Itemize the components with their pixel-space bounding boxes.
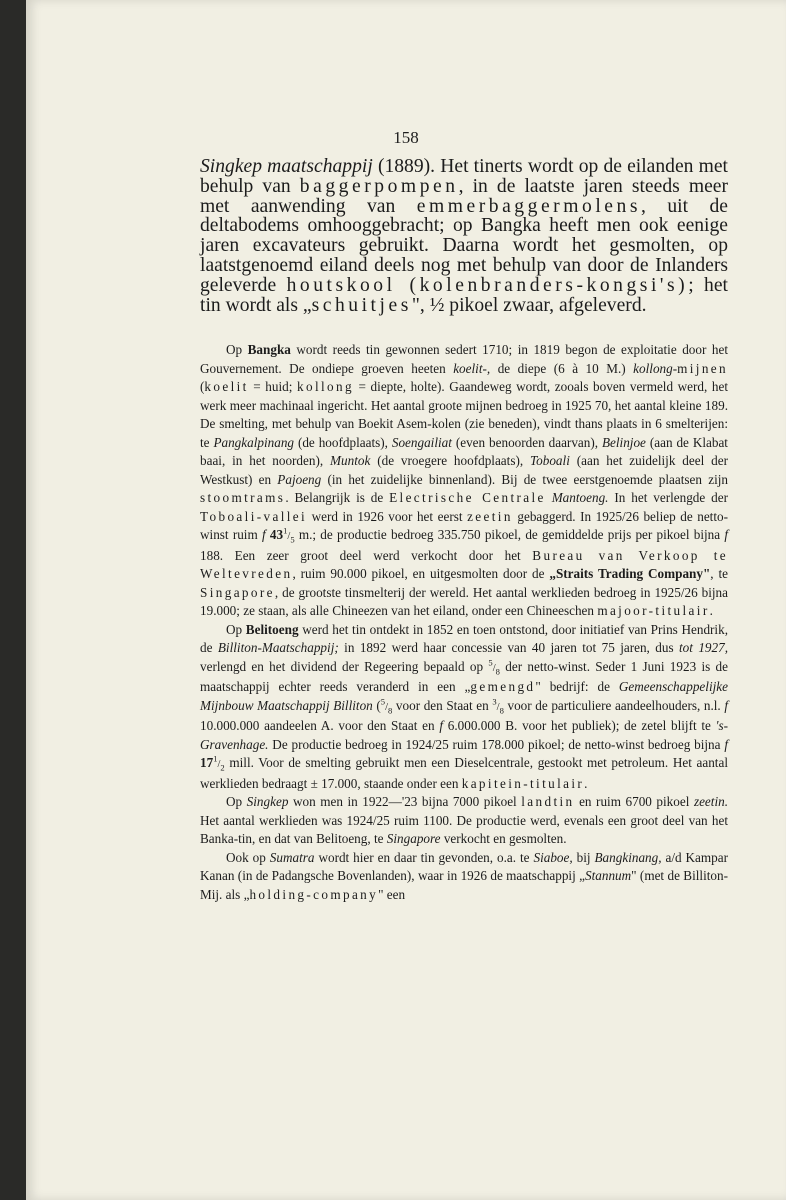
paragraph-sumatra: Ook op Sumatra wordt hier en daar tin gevonden, o.a. te Siaboe, bij Bangkinang, a/d Kampar Kanan (in de Padangsche Bovenlanden), waar in 1926 de maatschappij „Stannum" (met de Billiton-Mij. als „holding-company" een xyxy=(200,849,729,902)
paragraph-singkep: Op Singkep won men in 1922—'23 bijna 7000 pikoel landtin en ruim 6700 pikoel zeetin. Het aantal werklieden was 1924/25 ruim 1100. De productie werd, evenals een groot deel van het Banka-tin, en dat van Belitoeng, te Singapore verkocht en gesmolten. xyxy=(200,794,728,846)
paragraph-belitoeng: Op Belitoeng werd het tin ontdekt in 1852 en toen ontstond, door initiatief van Prins Hendrik, de Billiton-Maatschappij; in 1892 werd haar concessie van 40 jaren tot 75 jaren, dus tot 1927, verlengd en het dividend der Regeering bepaald op $^5/_8$ der netto-winst. Seder 1 Juni 1923 is de maatschappij echter reeds veranderd in een „gemengd" bedrijf: de Gemeenschappelijke Mijnbouw Maatschappij Billiton ($^5/_8$ voor den Staat en $^3/_8$ voor de particuliere aandeelhouders, n.l. f 10.000.000 aandeelen A. voor den Staat en f 6.000.000 B. voor het publiek); de zetel blijft te 's-Gravenhage. De productie bedroeg in 1924/25 ruim 178.000 pikoel; de netto-winst bedroeg bijna f $17^1/_2$ mill. Voor de smelting gebruikt men een Dieselcentrale, gestookt met petroleum. Het aantal werklieden bedraagt ± 17.000, staande onder een kapitein-titulair. xyxy=(200,621,729,791)
intro-paragraph: Singkep maatschappij (1889). Het tinerts wordt op de eilanden met behulp van baggerpompen, in de laatste jaren steeds meer met aanwending van emmerbaggermolens, uit de deltabodems omhooggebracht; op Bangka heeft men ook eenige jaren excavateurs gebruikt. Daarna wordt het gesmolten, op laatstgenoemd eiland deels nog met behulp van door de Inlanders geleverde houtskool (kolenbranders-kongsi's); het tin wordt als „schuitjes", ½ pikoel zwaar, afgeleverd. xyxy=(200,156,729,316)
book-page xyxy=(26,0,786,1200)
body-text xyxy=(200,341,728,904)
paragraph-bangka: Op Bangka wordt reeds tin gewonnen sedert 1710; in 1819 begon de exploitatie door het Gouvernement. De ondiepe groeven heeten koelit-, de diepe (6 à 10 M.) kollong-mijnen (koelit = huid; kollong = diepte, holte). Gaandeweg wordt, zooals boven vermeld werd, het werk meer machinaal ingericht. Het aantal groote mijnen bedroeg in 1925 70, het aantal kleine 189. De smelting, met behulp van Boekit Asem-kolen (zie beneden), vindt thans plaats in 6 smelterijen: te Pangkalpinang (de hoofdplaats), Soengailiat (even benoorden daarvan), Belinjoe (aan de Klabat baai, in het noorden), Muntok (de vroegere hoofdplaats), Toboali (aan het zuidelijk deel der Westkust) en Pajoeng (in het zuidelijke binnenland). Bij de twee eerstgenoemde plaatsen zijn stoomtrams. Belangrijk is de Electrische Centrale Mantoeng. In het verlengde der Toboali-vallei werd in 1926 voor het eerst zeetin gebaggerd. In 1925/26 beliep de netto-winst ruim f $43^1/_5$ m.; de productie bedroeg 335.750 pikoel, de gemiddelde prijs per pikoel bijna f 188. Een zeer groot deel werd verkocht door het Bureau van Verkoop te Weltevreden, ruim 90.000 pikoel, en uitgesmolten door de „Straits Trading Company", te Singapore, de grootste tinsmelterij der wereld. Het aantal werklieden bedroeg in 1925/26 bijna 19.000; ze staan, als alle Chineezen van het eiland, onder een Chineeschen majoor-titulair. xyxy=(200,342,729,618)
company-name: Singkep maatschappij xyxy=(200,156,373,177)
page-number: 158 xyxy=(393,128,419,147)
